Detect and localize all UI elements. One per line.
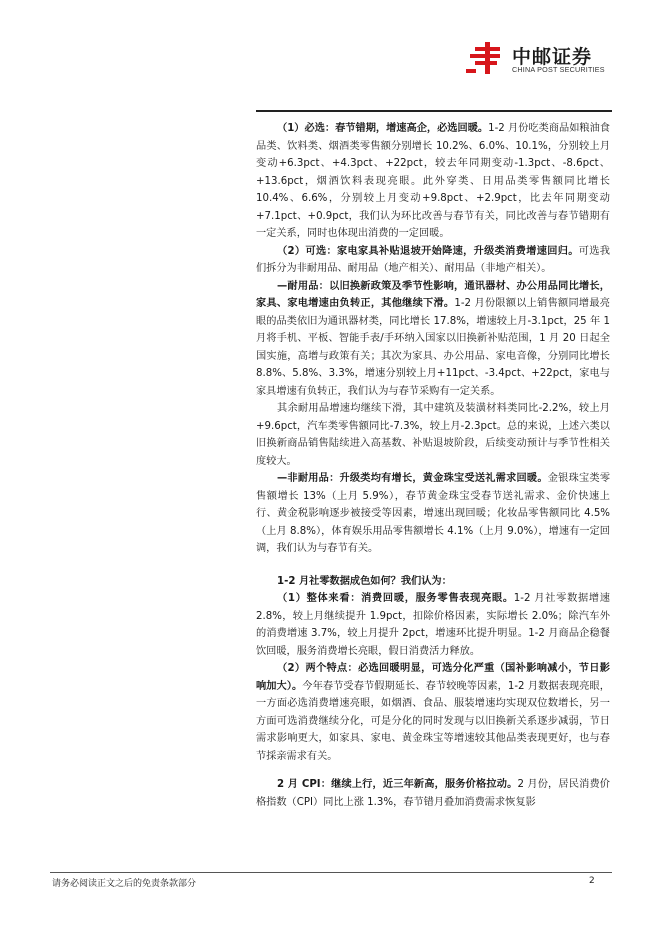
footer-disclaimer: 请务必阅读正文之后的免责条款部分 xyxy=(52,879,197,889)
paragraph-two-features xyxy=(256,660,610,765)
paragraph-text: 金银珠宝类零售额增长 13%（上月 5.9%），春节黄金珠宝受春节送礼需求、金价快速上行、黄金税影响逐步被接受等因素，增速出现回暖；化妆品零售额同比 4.5%（上月 8.8%），体育娱乐用品零售额增长 4.1%（上月 9.0%），增速有一定回调，我们认为与春节有关。 xyxy=(256,473,611,554)
company-logo xyxy=(466,40,616,76)
spacer xyxy=(256,558,610,573)
section-heading-retail-quality: 1-2 月社零数据成色如何？我们认为： xyxy=(277,575,452,587)
paragraph-text: 1-2 月社零数据增速 2.8%，较上月继续提升 1.9pct，扣除价格因素，实际增长 2.0%；除汽车外的消费增速 3.7%，较上月提升 2pct，增速环比提升明显。1-2 月商品企稳餐饮回暖，服务消费增长亮眼，假日消费活力释放。 xyxy=(256,593,610,657)
paragraph-non-durables xyxy=(256,470,610,558)
paragraph-heading: （2）两个特点：必选回暖明显，可选分化严重（国补影响减小，节日影响加大）。 xyxy=(256,663,610,692)
footer-rule xyxy=(50,872,612,873)
logo-chinese-name: 中邮证券 xyxy=(512,46,593,68)
paragraph-durables xyxy=(256,278,610,401)
paragraph-other-durables xyxy=(256,400,610,470)
paragraph-heading: 2 月 CPI：继续上行，近三年新高，服务价格拉动。 xyxy=(277,779,518,790)
paragraph-heading: （2）可选：家电家具补贴退坡开始降速，升级类消费增速回归。 xyxy=(277,245,579,257)
paragraph-heading: （1）必选：春节错期，增速高企，必选回暖。 xyxy=(277,123,489,134)
paragraph-text: 2 月份，居民消费价格指数（CPI）同比上涨 1.3%，春节错月叠加消费需求恢复影 xyxy=(256,779,610,808)
paragraph-discretionary xyxy=(256,243,610,278)
paragraph-overall xyxy=(256,590,610,660)
header-rule xyxy=(256,110,612,112)
paragraph-text: 其余耐用品增速均继续下滑，其中建筑及装潢材料类同比-2.2%，较上月+9.6pct，汽车类零售额同比-7.3%，较上月-2.3pct。总的来说，上述六类以旧换新商品销售陆续进入高基数、补贴退坡阶段，后续变动预计与季节性相关度较大。 xyxy=(256,403,610,467)
paragraph-necessities xyxy=(256,120,610,243)
paragraph-cpi xyxy=(256,776,610,811)
paragraph-heading: —非耐用品：升级类均有增长，黄金珠宝受送礼需求回暖。 xyxy=(277,473,548,484)
spacer xyxy=(256,765,610,776)
paragraph-text: 1-2 月份吃类商品如粮油食品类、饮料类、烟酒类零售额分别增长 10.2%、6.0%、10.1%，分别较上月变动+6.3pct、+4.3pct、+22pct，较去年同期变动-1.3pct、-8.6pct、+13.6pct，烟酒饮料表现亮眼。此外穿类、日用品类零售额同比增长 10.4%、6.6%，分别较上月变动+9.8pct、+2.9pct，比去年同期变动+7.1pct、+0.9pct，我们认为环比改善与春节有关，同比改善与春节错期有一定关系，同时也体现出消费的一定回暖。 xyxy=(256,123,610,239)
logo-english-name: CHINA POST SECURITIES xyxy=(512,65,605,74)
paragraph-text: 今年春节受春节假期延长、春节较晚等因素，1-2 月数据表现亮眼，一方面必选消费增速亮眼，如烟酒、食品、服装增速均实现双位数增长，另一方面可选消费继续分化，可是分化的同时发现与以旧换新关系逐步减弱，节日需求影响更大，如家具、家电、黄金珠宝等增速较其他品类表现更好，也与春节採亲需求有关。 xyxy=(256,680,610,762)
paragraph-text: 1-2 月份限额以上销售额同增最亮眼的品类依旧为通讯器材类，同比增长 17.8%，增速较上月-3.1pct，25 年 1 月将手机、平板、智能手表/手环纳入国家以旧换新补贴范围，1 月 20 日起全国实施，高增与政策有关；其次为家具、办公用品、家电音像，分别同比增长 8.8%、5.8%、3.3%，增速分别较上月+11pct、-3.4pct、+22pct，家电与家具增速有负转正，我们认为与春节采购有一定关系。 xyxy=(256,298,610,397)
paragraph-heading: （1）整体来看：消费回暖，服务零售表现亮眼。 xyxy=(277,593,514,604)
page-number: 2 xyxy=(589,876,595,886)
report-body xyxy=(256,120,610,811)
paragraph-heading: —耐用品：以旧换新政策及季节性影响，通讯器材、办公用品同比增长，家具、家电增速由负转正，其他继续下滑。 xyxy=(256,280,610,309)
paragraph-text: 可选我们拆分为非耐用品、耐用品（地产相关）、耐用品（非地产相关）。 xyxy=(256,245,610,274)
china-post-logo-icon xyxy=(466,40,506,76)
